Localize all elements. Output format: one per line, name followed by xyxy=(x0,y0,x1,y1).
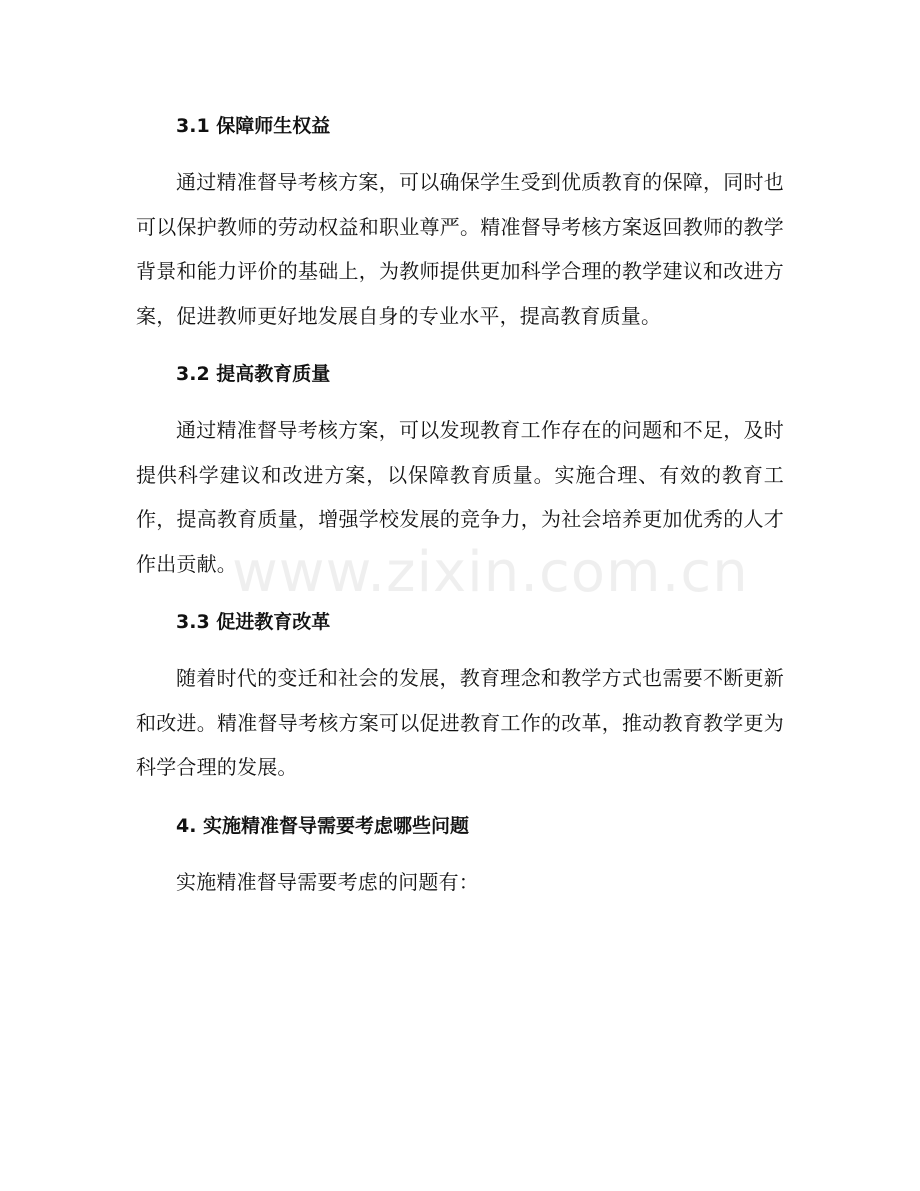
section-heading-3-3: 3.3 促进教育改革 xyxy=(176,611,331,633)
section-heading-3-2: 3.2 提高教育质量 xyxy=(176,363,331,385)
section-paragraph-3-3: 随着时代的变迁和社会的发展，教育理念和教学方式也需要不断更新和改进。精准督导考核方案可以促进教育工作的改革，推动教育教学更为科学合理的发展。 xyxy=(136,666,784,779)
section-heading-4: 4. 实施精准督导需要考虑哪些问题 xyxy=(176,814,470,837)
section-paragraph-3-2: 通过精准督导考核方案，可以发现教育工作存在的问题和不足，及时提供科学建议和改进方案，以保障教育质量。实施合理、有效的教育工作，提高教育质量，增强学校发展的竞争力，为社会培养更加优秀的人才作出贡献。 xyxy=(136,418,784,576)
section-heading-3-1: 3.1 保障师生权益 xyxy=(176,115,331,137)
document-body xyxy=(136,104,784,918)
watermark-text: www.zixin.com.cn xyxy=(232,540,749,605)
section-paragraph-3-1: 通过精准督导考核方案，可以确保学生受到优质教育的保障，同时也可以保护教师的劳动权益和职业尊严。精准督导考核方案返回教师的教学背景和能力评价的基础上，为教师提供更加科学合理的教学建议和改进方案，促进教师更好地发展自身的专业水平，提高教育质量。 xyxy=(136,170,784,328)
section-paragraph-4: 实施精准督导需要考虑的问题有： xyxy=(176,869,479,894)
